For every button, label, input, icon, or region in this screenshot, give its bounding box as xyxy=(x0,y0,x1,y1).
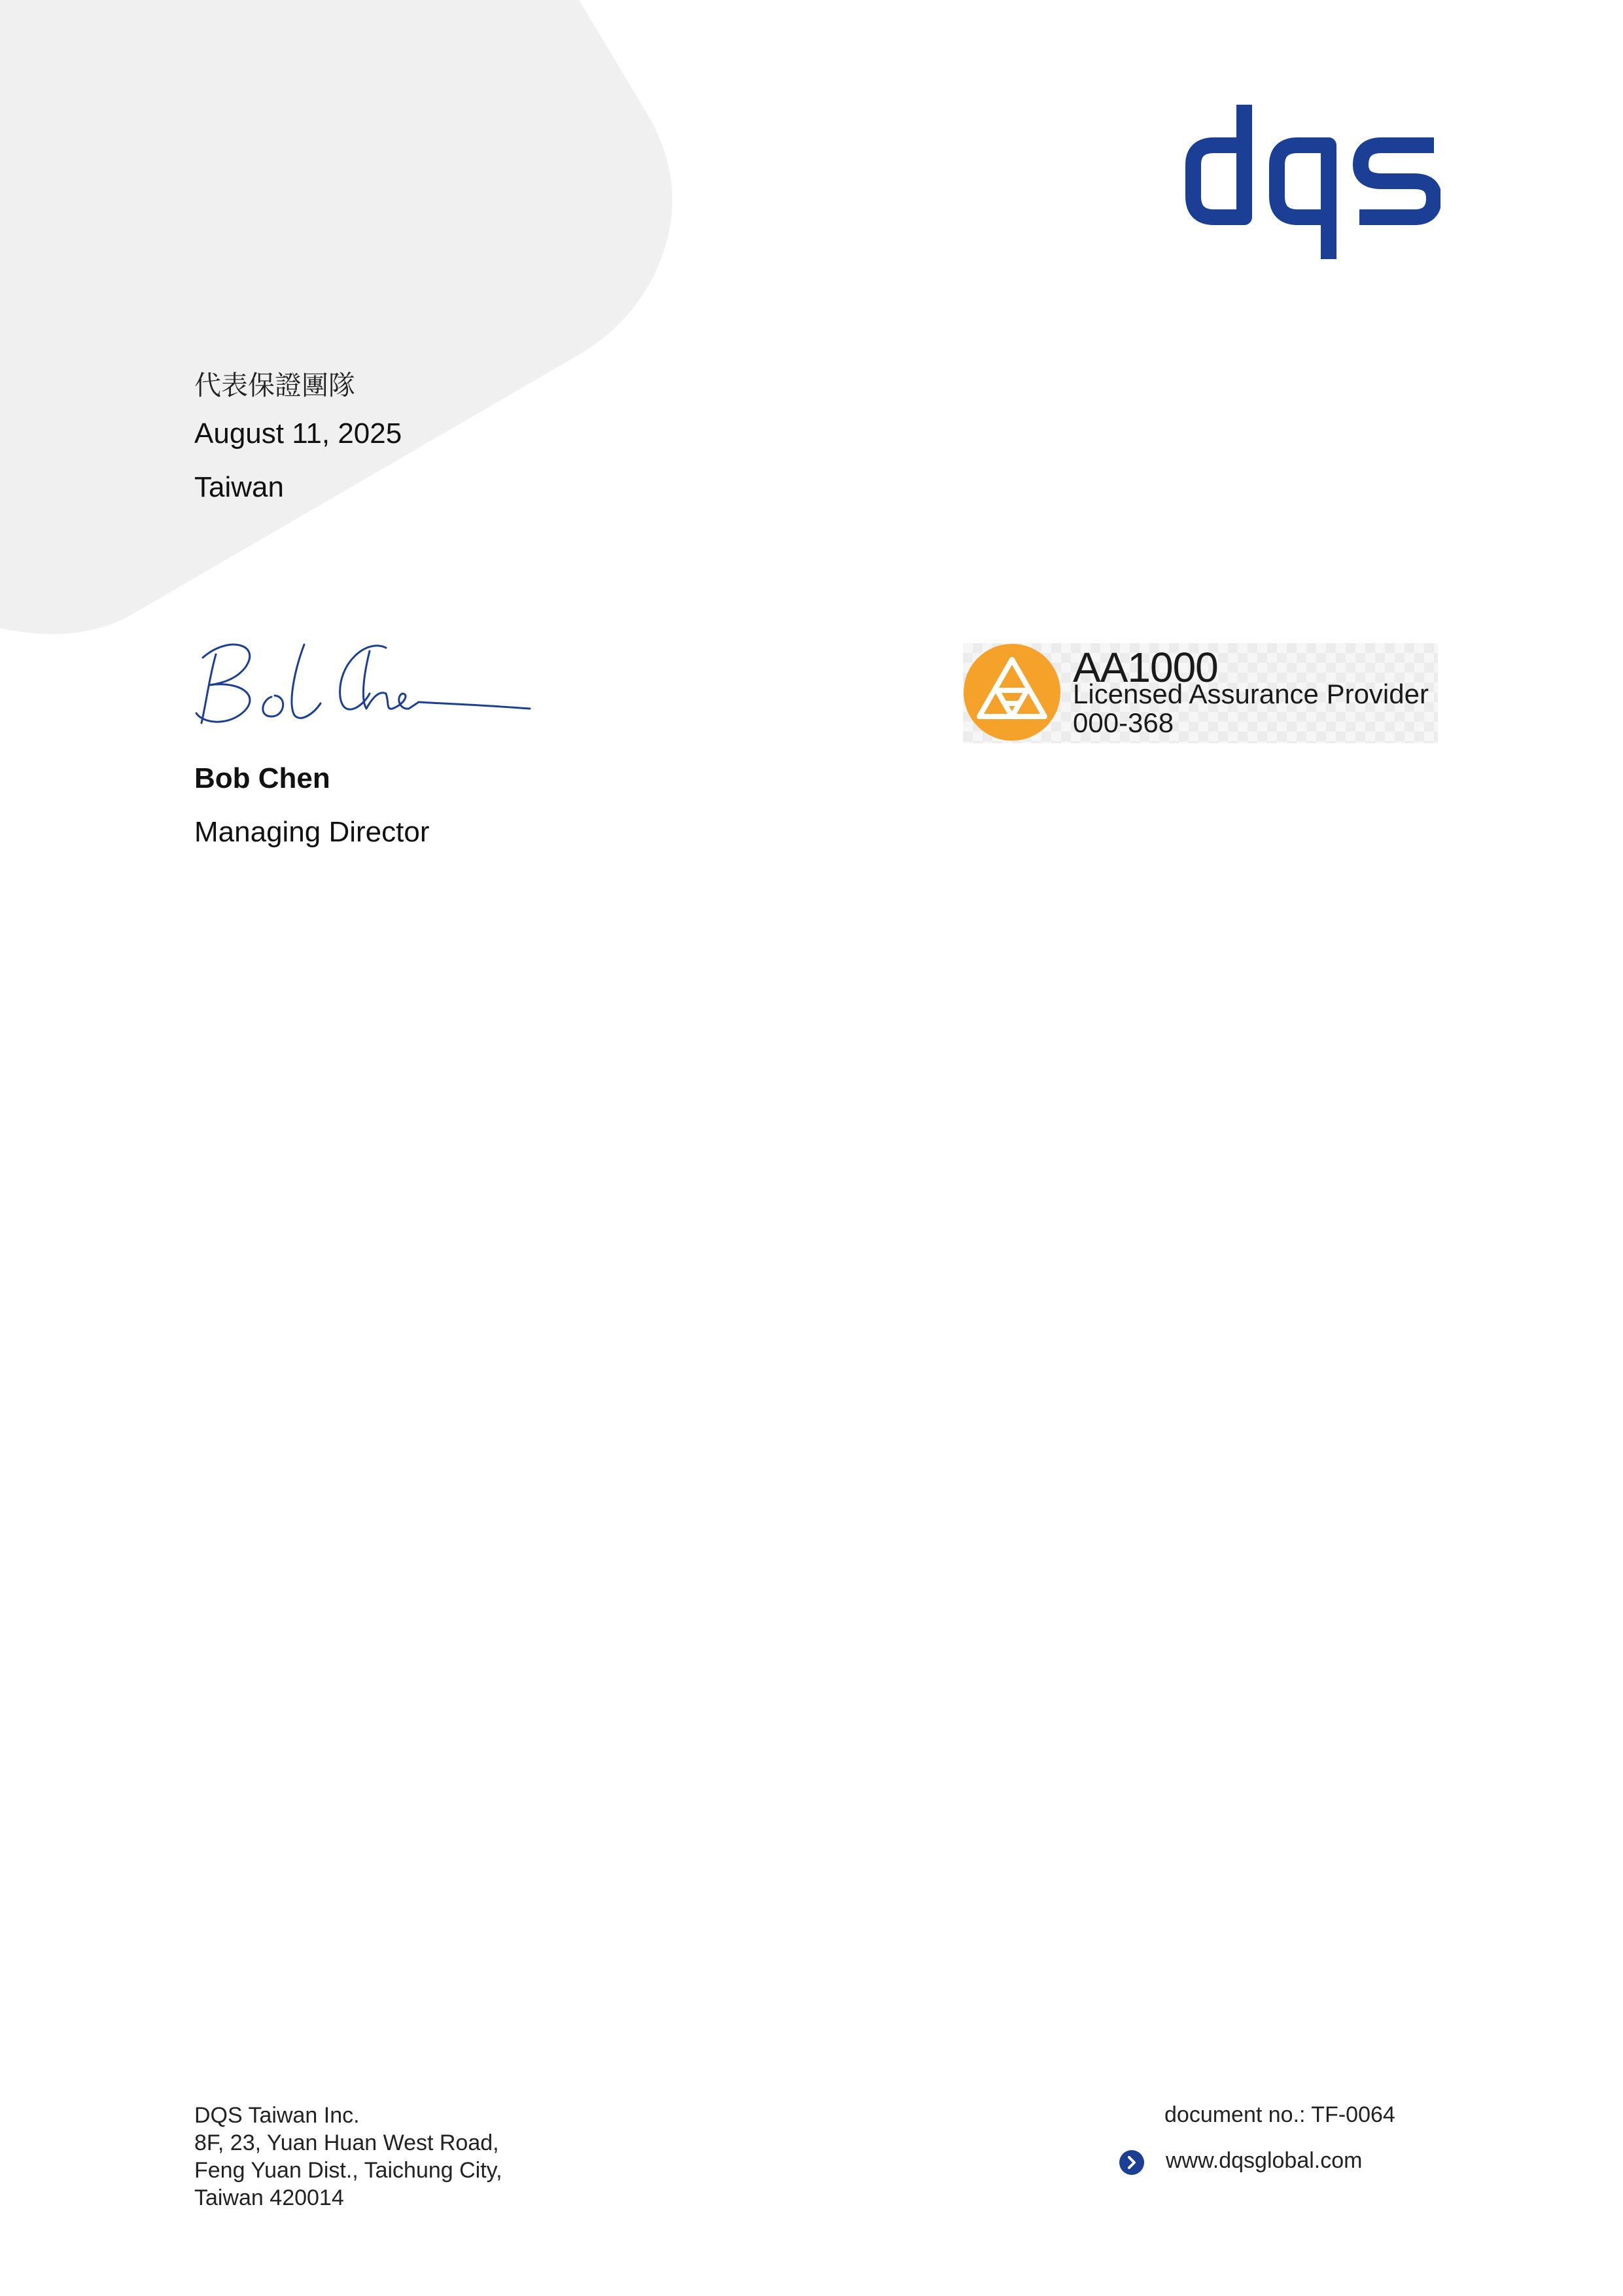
letter-date: August 11, 2025 xyxy=(194,417,402,450)
document-number: document no.: TF-0064 xyxy=(1164,2102,1395,2127)
badge-text: Licensed Assurance Provider xyxy=(1073,679,1429,709)
letter-location: Taiwan xyxy=(194,471,284,503)
signature-image xyxy=(190,631,543,736)
signatory-name: Bob Chen xyxy=(194,762,330,794)
background-shape xyxy=(0,0,680,641)
badge-number: 000-368 xyxy=(1073,707,1174,738)
aa1000-emblem-icon xyxy=(963,643,1061,741)
address-line-1: 8F, 23, Yuan Huan West Road, xyxy=(194,2130,499,2155)
address-line-2: Feng Yuan Dist., Taichung City, xyxy=(194,2158,502,2183)
address-line-3: Taiwan 420014 xyxy=(194,2185,344,2210)
chevron-right-circle-icon xyxy=(1119,2149,1145,2176)
aa1000-badge xyxy=(963,643,1438,743)
assurance-team-label: 代表保證團隊 xyxy=(194,370,355,401)
website-link[interactable]: www.dqsglobal.com xyxy=(1166,2148,1363,2173)
signatory-title: Managing Director xyxy=(194,816,430,848)
company-name: DQS Taiwan Inc. xyxy=(194,2103,360,2128)
badge-code: AA1000 xyxy=(1073,644,1218,691)
dqs-logo xyxy=(1185,105,1440,262)
company-address xyxy=(194,2102,502,2212)
